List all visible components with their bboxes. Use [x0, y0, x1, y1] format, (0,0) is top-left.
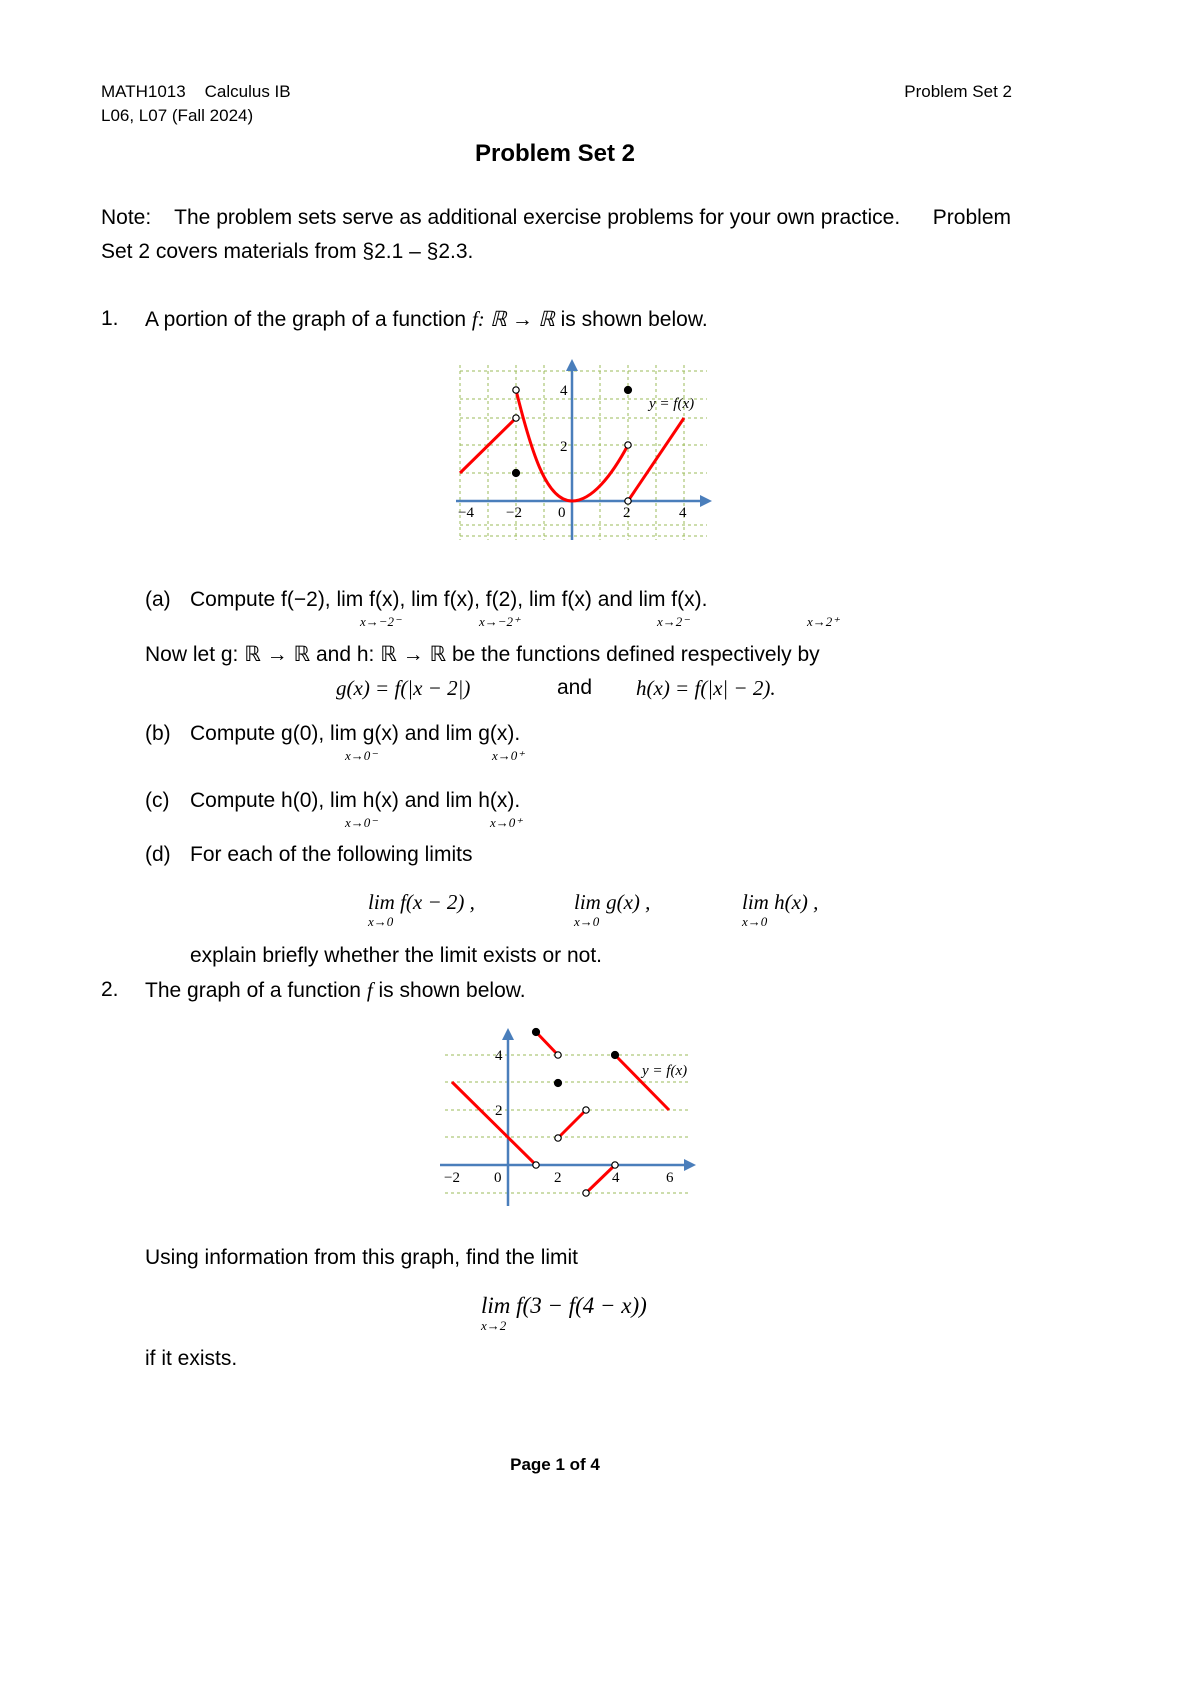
graph-1: [452, 355, 722, 545]
g1-curve-label: y = f(x): [649, 396, 695, 412]
g2-ytick: 2: [495, 1103, 503, 1119]
g2-open-point: [555, 1135, 561, 1141]
q2-limit-sub: x→2: [481, 1318, 507, 1333]
note-label: Note:: [101, 206, 152, 229]
g1-ytick: 4: [560, 383, 568, 399]
g1-ytick: 2: [560, 439, 568, 455]
q1a-sub-3: x→2⁻: [657, 614, 690, 629]
course-code: MATH1013: [101, 82, 186, 101]
q1a-compute: Compute f(−2), lim f(x), lim f(x), f(2), lim f(x) and lim f(x).: [190, 588, 708, 611]
g2-open-point: [583, 1190, 589, 1196]
g2-closed-point: [555, 1080, 562, 1087]
q1c-text: Compute h(0), lim h(x) and lim h(x).: [190, 789, 521, 812]
g1-segment-right: [628, 418, 684, 501]
q1b-text: Compute g(0), lim g(x) and lim g(x).: [190, 722, 521, 745]
graph1-grid: [460, 365, 707, 540]
g1-open-point: [513, 387, 519, 393]
g2-segment-2: [536, 1032, 558, 1055]
graph-2: [440, 1022, 705, 1212]
q1d-limit-1: lim f(x − 2) ,: [368, 890, 475, 914]
header-course: [101, 82, 291, 102]
g2-xtick: −2: [444, 1170, 460, 1186]
g1-open-point: [625, 442, 631, 448]
g1-xtick: 0: [558, 505, 566, 521]
note-text: The problem sets serve as additional exercise problems for your own practice.: [174, 206, 901, 229]
q1d-tail: explain briefly whether the limit exists or not.: [190, 944, 603, 967]
q1-number: 1.: [101, 307, 119, 330]
g1-open-point: [513, 415, 519, 421]
q2-text: The graph of a function: [145, 979, 361, 1002]
header-sections: L06, L07 (Fall 2024): [101, 106, 254, 125]
g2-segment-4: [586, 1165, 615, 1193]
g2-ytick: 4: [495, 1048, 503, 1064]
note-tail: Problem: [932, 206, 1011, 229]
g2-open-point: [533, 1162, 539, 1168]
q1b-sub-1: x→0⁻: [345, 748, 378, 763]
q2-number: 2.: [101, 978, 119, 1001]
q1d-label: (d): [145, 843, 171, 866]
q1c-sub-2: x→0⁺: [490, 815, 523, 830]
graph2-points: [533, 1029, 619, 1197]
q1a-sub-4: x→2⁺: [807, 614, 840, 629]
page-title: Problem Set 2: [474, 140, 636, 167]
q1-def-and: and: [557, 676, 593, 699]
q1-tail: is shown below.: [560, 308, 708, 331]
page-footer: Page 1 of 4: [510, 1455, 600, 1474]
g2-open-point: [583, 1107, 589, 1113]
q1a-text: [190, 588, 707, 612]
note-line2: Set 2 covers materials from §2.1 – §2.3.: [101, 240, 474, 263]
q1d-sub-2: x→0: [574, 914, 600, 929]
q1-fn: f: ℝ → ℝ: [471, 307, 555, 331]
g2-closed-point: [533, 1029, 540, 1036]
q1d-limit-3: lim h(x) ,: [742, 890, 819, 914]
q1-text: A portion of the graph of a function: [145, 308, 467, 331]
g1-xtick: −4: [458, 505, 474, 521]
q1c-label: (c): [145, 789, 170, 812]
graph1-axes: [456, 359, 712, 540]
q2-using: Using information from this graph, find the limit: [145, 1246, 579, 1269]
q1a-sub-1: x→−2⁻: [360, 614, 401, 629]
note-line1: [101, 206, 1011, 230]
q1c-sub-1: x→0⁻: [345, 815, 378, 830]
q2-fn: f: [366, 978, 373, 1002]
g2-xtick: 2: [554, 1170, 562, 1186]
g2-segment-1: [452, 1082, 536, 1165]
header-right: Problem Set 2: [904, 82, 1012, 101]
course-title: Calculus IB: [204, 82, 291, 101]
q1b-label: (b): [145, 722, 171, 745]
q1-now-let: Now let g: ℝ → ℝ and h: ℝ → ℝ be the functions defined respectively by: [145, 643, 820, 666]
q1a-sub-2: x→−2⁺: [479, 614, 520, 629]
q1d-text: For each of the following limits: [190, 843, 473, 866]
q1-def-h: h(x) = f(|x| − 2).: [636, 676, 776, 700]
q2-tail: is shown below.: [378, 979, 526, 1002]
g2-curve-label: y = f(x): [642, 1063, 688, 1079]
g2-closed-point: [612, 1052, 619, 1059]
q1a-label: (a): [145, 588, 171, 611]
g1-closed-point: [513, 470, 520, 477]
q1-def-g: g(x) = f(|x − 2|): [336, 676, 471, 700]
g1-closed-point: [625, 387, 632, 394]
g2-xtick: 4: [612, 1170, 620, 1186]
g1-open-point: [625, 498, 631, 504]
g1-xtick: −2: [506, 505, 522, 521]
g2-open-point: [612, 1162, 618, 1168]
g1-xtick: 2: [623, 505, 631, 521]
q1d-sub-3: x→0: [742, 914, 768, 929]
g2-xtick: 0: [494, 1170, 502, 1186]
g2-open-point: [555, 1052, 561, 1058]
q2-if-exists: if it exists.: [145, 1347, 238, 1370]
q1d-limit-2: lim g(x) ,: [574, 890, 651, 914]
g2-xtick: 6: [666, 1170, 674, 1186]
q2-limit: lim f(3 − f(4 − x)): [481, 1293, 647, 1318]
q1d-sub-1: x→0: [368, 914, 394, 929]
q1b-sub-2: x→0⁺: [492, 748, 525, 763]
q2-statement: [145, 978, 526, 1003]
g2-segment-3: [558, 1110, 586, 1138]
q1-statement: [145, 307, 708, 332]
g1-xtick: 4: [679, 505, 687, 521]
